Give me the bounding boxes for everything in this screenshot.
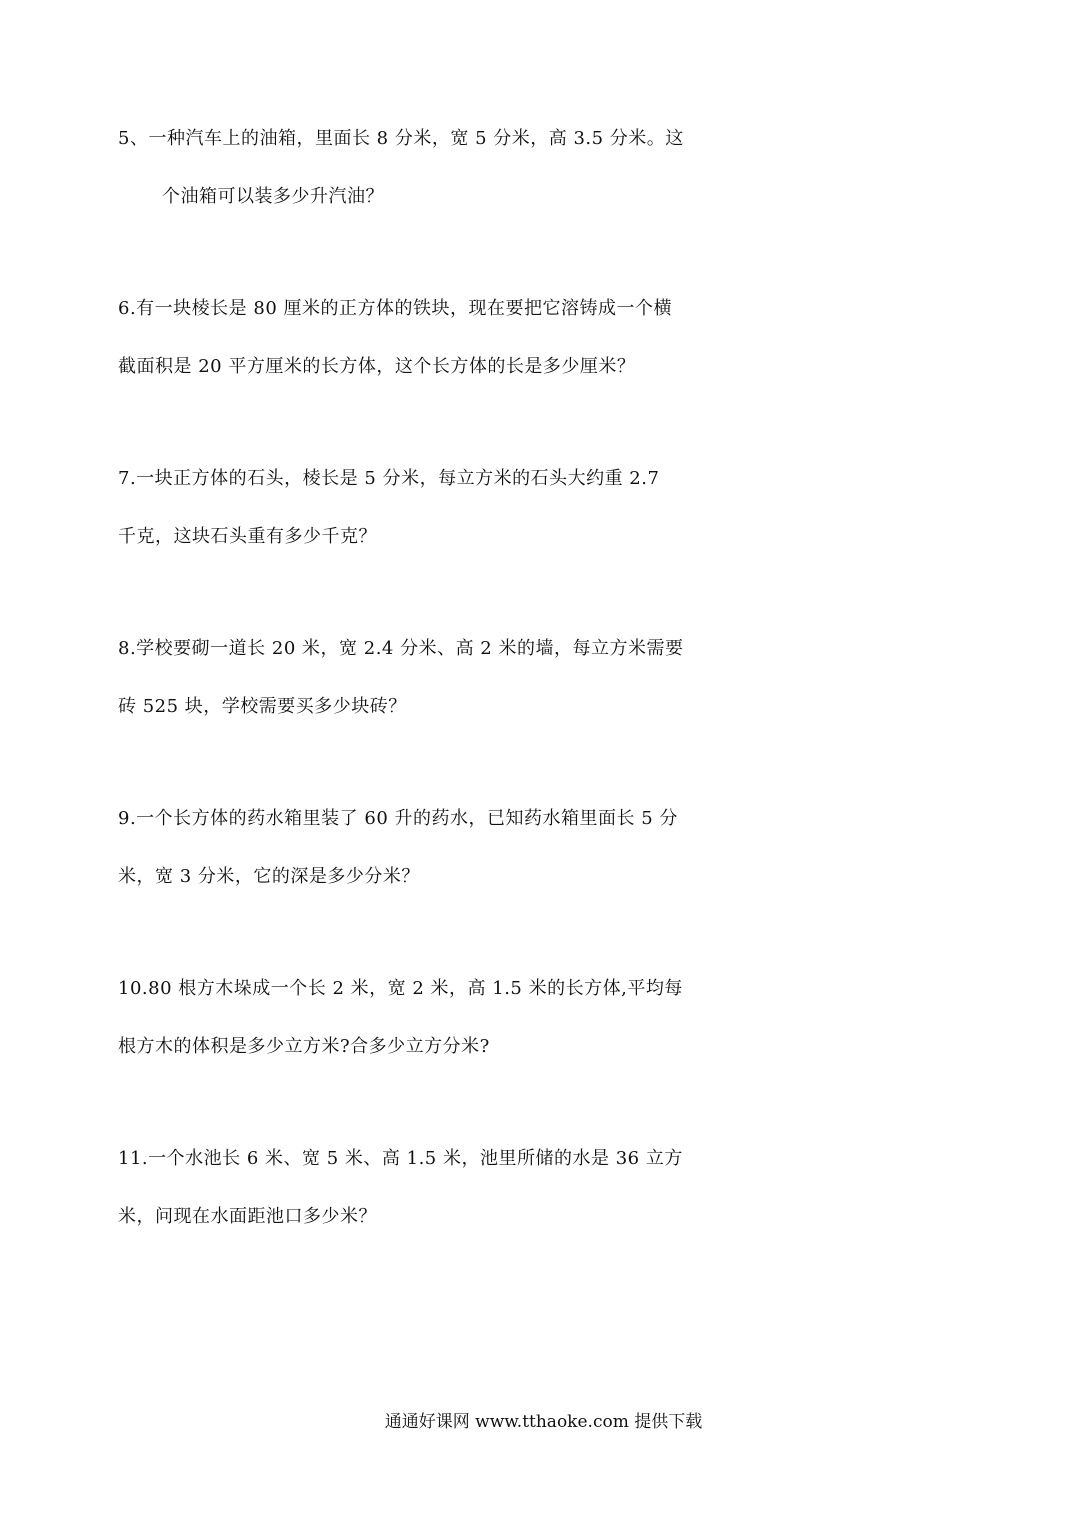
problem-6-line-1: 6.有一块棱长是 80 厘米的正方体的铁块，现在要把它溶铸成一个横 [118, 298, 673, 319]
problem-10-line-2: 根方木的体积是多少立方米?合多少立方分米? [118, 1036, 490, 1057]
problem-9-line-1: 9.一个长方体的药水箱里装了 60 升的药水，已知药水箱里面长 5 分 [118, 808, 678, 829]
problem-7-line-1: 7.一块正方体的石头，棱长是 5 分米，每立方米的石头大约重 2.7 [118, 468, 660, 489]
problem-6-line-2: 截面积是 20 平方厘米的长方体，这个长方体的长是多少厘米？ [118, 356, 636, 377]
problem-11-line-1: 11.一个水池长 6 米、宽 5 米、高 1.5 米，池里所储的水是 36 立方 [118, 1148, 683, 1169]
page-footer: 通通好课网 www.tthaoke.com 提供下载 [384, 1412, 703, 1432]
problem-5-line-2: 个油箱可以装多少升汽油？ [162, 186, 384, 207]
problem-8-line-2: 砖 525 块，学校需要买多少块砖？ [118, 696, 407, 717]
problem-5-line-1: 5、一种汽车上的油箱，里面长 8 分米，宽 5 分米，高 3.5 分米。这 [118, 128, 684, 149]
problem-9-line-2: 米，宽 3 分米，它的深是多少分米？ [118, 866, 420, 887]
problem-11-line-2: 米，问现在水面距池口多少米？ [118, 1206, 377, 1227]
problem-7-line-2: 千克，这块石头重有多少千克？ [118, 526, 377, 547]
problem-8 [118, 620, 978, 736]
problem-7 [118, 450, 978, 566]
problem-6 [118, 280, 978, 396]
problem-8-line-1: 8.学校要砌一道长 20 米，宽 2.4 分米、高 2 米的墙，每立方米需要 [118, 638, 684, 659]
problem-10-line-1: 10.80 根方木垛成一个长 2 米，宽 2 米，高 1.5 米的长方体,平均每 [118, 978, 683, 999]
problem-11 [118, 1130, 978, 1246]
problem-5 [118, 110, 978, 226]
problem-9 [118, 790, 978, 906]
problem-10 [118, 960, 978, 1076]
